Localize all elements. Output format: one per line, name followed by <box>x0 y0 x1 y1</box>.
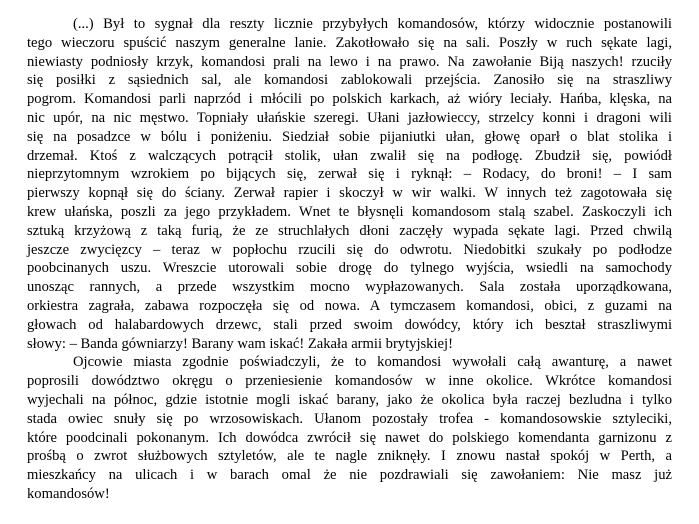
text-line: prośbą o zwrot służbowych sztyletów, ale te nagle zniknęły. I znowu nastał spokój w Perth, a <box>27 448 672 465</box>
paragraph-2 <box>27 353 672 503</box>
text-line: głowach od halabardowych drzewc, stali przed swoim dowódcy, który ich beształ straszliwymi <box>27 316 672 333</box>
text-line: drzemał. Ktoś z walczących potrącił stolik, ułan zwalił się na podłogę. Zbudził się, powiódł <box>27 147 672 164</box>
text-line: sztuką krzyżową z taką furią, że ze struchlałych dłoni zaczęły wypada sękate lagi. Przed chwilą <box>27 222 672 239</box>
text-line: które poodcinali pokonanym. Ich dowódca zwrócił się nawet do polskiego komendanta garnizonu z <box>27 429 672 446</box>
text-line: stada owiec snuły się po wrzosowiskach. Ułanom pozostały trofea - komandosowskie sztyleciki, <box>27 410 672 427</box>
text-line: mieszkańcy na ulicach i w barach omal że nie pozdrawiali się zawołaniem: Nie masz już <box>27 467 672 484</box>
text-line: jeszcze zwycięzcy – teraz w popłochu rzucili się do odwrotu. Niedobitki szukały po podłodze <box>27 241 672 258</box>
text-line: pierwszy kopnął się do ściany. Zerwał rapier i skoczył w wir walki. W innych też zagotowała się <box>27 185 672 202</box>
text-line: unosząc rannych, a przede wszystkim mocno wypłazowanych. Sala została uporządkowana, <box>27 279 672 296</box>
text-line: poprosili dowództwo okręgu o przeniesienie komandosów w inne okolice. Wkrótce komandosi <box>27 373 672 390</box>
text-line: komandosów! <box>27 485 110 502</box>
paragraph-1 <box>27 15 672 353</box>
text-line: nieprzytomnym wzrokiem po bijących się, zerwał się i ryknął: – Rodacy, do broni! – I sam <box>27 166 672 183</box>
text-line: niewiasty podniosły krzyk, komandosi prali na lewo i na prawo. Na zawołanie Biją naszych! rzuciły <box>27 53 672 70</box>
text-line: wyjechali na północ, gdzie istotnie mogli iskać barany, jako że okolica była raczej bezludna i tylko <box>27 391 672 408</box>
text-line: poobcinanych uszu. Wreszcie utorowali sobie drogę do tylnego wyjścia, wsiedli na samochody <box>27 260 672 277</box>
text-line: się posiłki z sąsiednich sal, ale komandosi zablokowali przejścia. Zanosiło się na straszliwy <box>27 72 672 89</box>
text-line: krew ułańska, poszli za jego przykładem. Wnet te błysnęli komandosom stalą szabel. Zaskoczyli ich <box>27 203 672 220</box>
text-line: orkiestra zagrała, zabawa rozpoczęła się od nowa. A tymczasem komandosi, obici, z guzami na <box>27 297 672 314</box>
text-line: się na posadzce w bólu i poniżeniu. Siedział sobie pijaniutki ułan, głowę oparł o blat stolika i <box>27 128 672 145</box>
text-line: (...) Był to sygnał dla reszty licznie przybyłych komandosów, którzy widocznie postanowili <box>73 16 672 32</box>
text-line: nic upór, na nic męstwo. Topniały ułańskie szeregi. Ułani jazłowieccy, strzelcy konni i dragoni wili <box>27 109 672 126</box>
text-line: Ojcowie miasta zgodnie poświadczyli, że to komandosi wywołali całą awanturę, a nawet <box>73 354 672 371</box>
text-line: pogrom. Komandosi parli naprzód i młócili po polskich karkach, aż wióry leciały. Hańba, klęska, na <box>27 91 672 108</box>
text-line: tego wieczoru spuścić naszym generalne lanie. Zakotłowało się na sali. Poszły w ruch sękate lagi, <box>27 34 672 51</box>
text-line: słowy: – Banda gówniarzy! Barany wam iskać! Zakała armii brytyjskiej! <box>27 335 453 352</box>
